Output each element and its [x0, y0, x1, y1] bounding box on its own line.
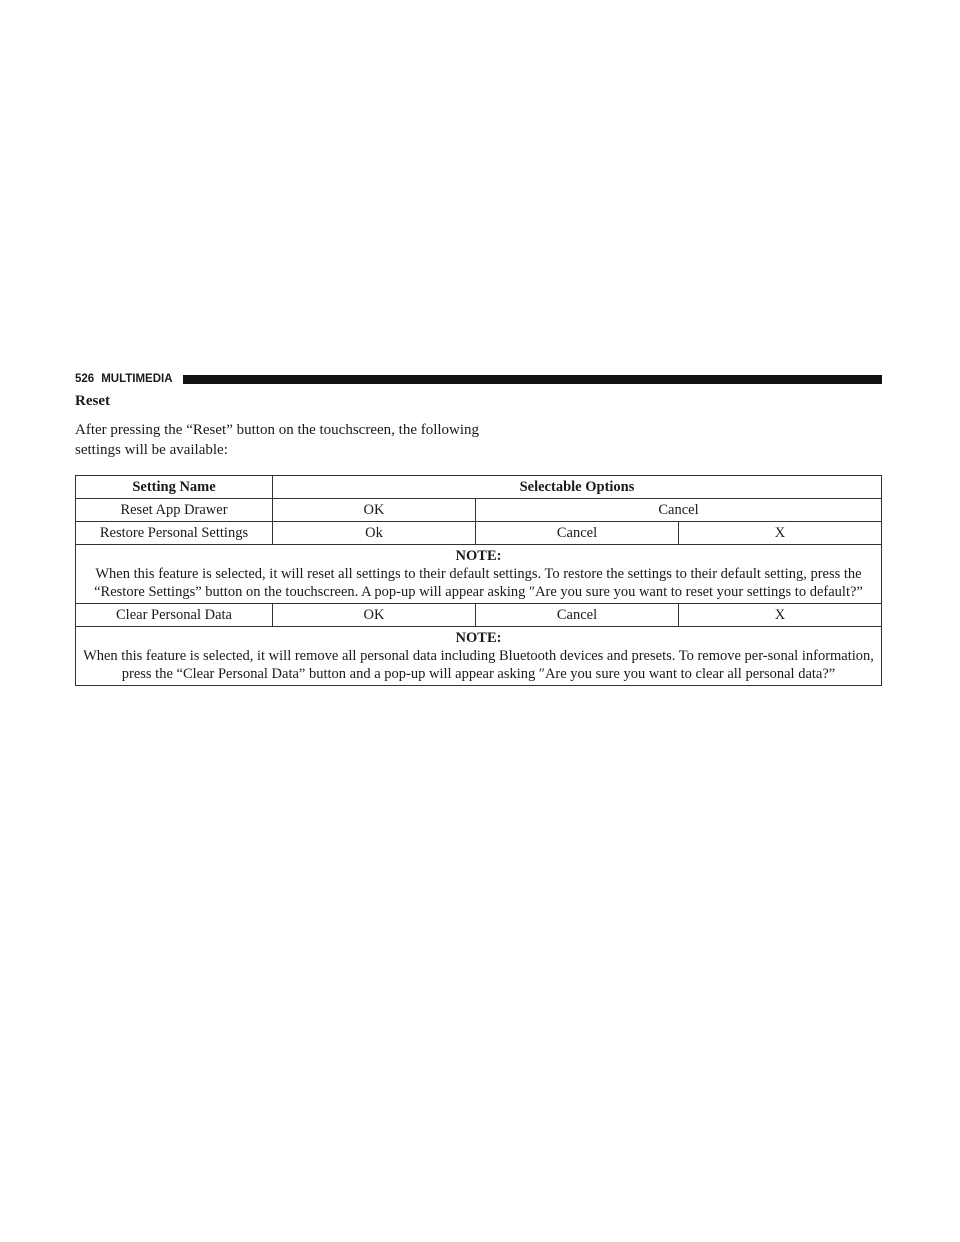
section-name: MULTIMEDIA: [101, 373, 173, 385]
note-label: NOTE:: [455, 548, 502, 564]
table-row: [76, 604, 882, 627]
table-row: [76, 522, 882, 545]
section-title: Reset: [75, 393, 110, 409]
page-header: [75, 372, 882, 386]
note-text: When this feature is selected, it will remove all personal data including Bluetooth devices and presets. To remove per-sonal information, press the “Clear Personal Data” button and a pop-up will appear asking ″Are you sure you want to clear all personal data?”: [83, 648, 874, 682]
header-rule: [183, 375, 882, 384]
page-number: 526: [75, 373, 95, 385]
note-text: When this feature is selected, it will reset all settings to their default settings. To restore the settings to their default setting, press the “Restore Settings” button on the touchscreen. A pop-up will appear asking ″Are you sure you want to reset your settings to default?”: [94, 566, 863, 600]
settings-table: [75, 475, 882, 686]
option-cell: Cancel: [476, 604, 679, 627]
column-header-selectable-options: Selectable Options: [273, 476, 882, 499]
column-header-setting-name: Setting Name: [76, 476, 273, 499]
option-cell: Cancel: [476, 522, 679, 545]
note-cell: [76, 627, 882, 686]
option-cell: OK: [273, 604, 476, 627]
option-cell: Ok: [273, 522, 476, 545]
option-cell: OK: [273, 499, 476, 522]
table-header-row: [76, 476, 882, 499]
setting-name-restore-personal-settings: Restore Personal Settings: [76, 522, 273, 545]
note-cell: [76, 545, 882, 604]
note-label: NOTE:: [455, 630, 502, 646]
setting-name-reset-app-drawer: Reset App Drawer: [76, 499, 273, 522]
option-cell: X: [679, 604, 882, 627]
option-cell: X: [679, 522, 882, 545]
table-row: [76, 499, 882, 522]
note-row: [76, 545, 882, 604]
note-row: [76, 627, 882, 686]
setting-name-clear-personal-data: Clear Personal Data: [76, 604, 273, 627]
intro-paragraph: After pressing the “Reset” button on the touchscreen, the following settings will be available:: [75, 422, 480, 458]
option-cell: Cancel: [476, 499, 882, 522]
